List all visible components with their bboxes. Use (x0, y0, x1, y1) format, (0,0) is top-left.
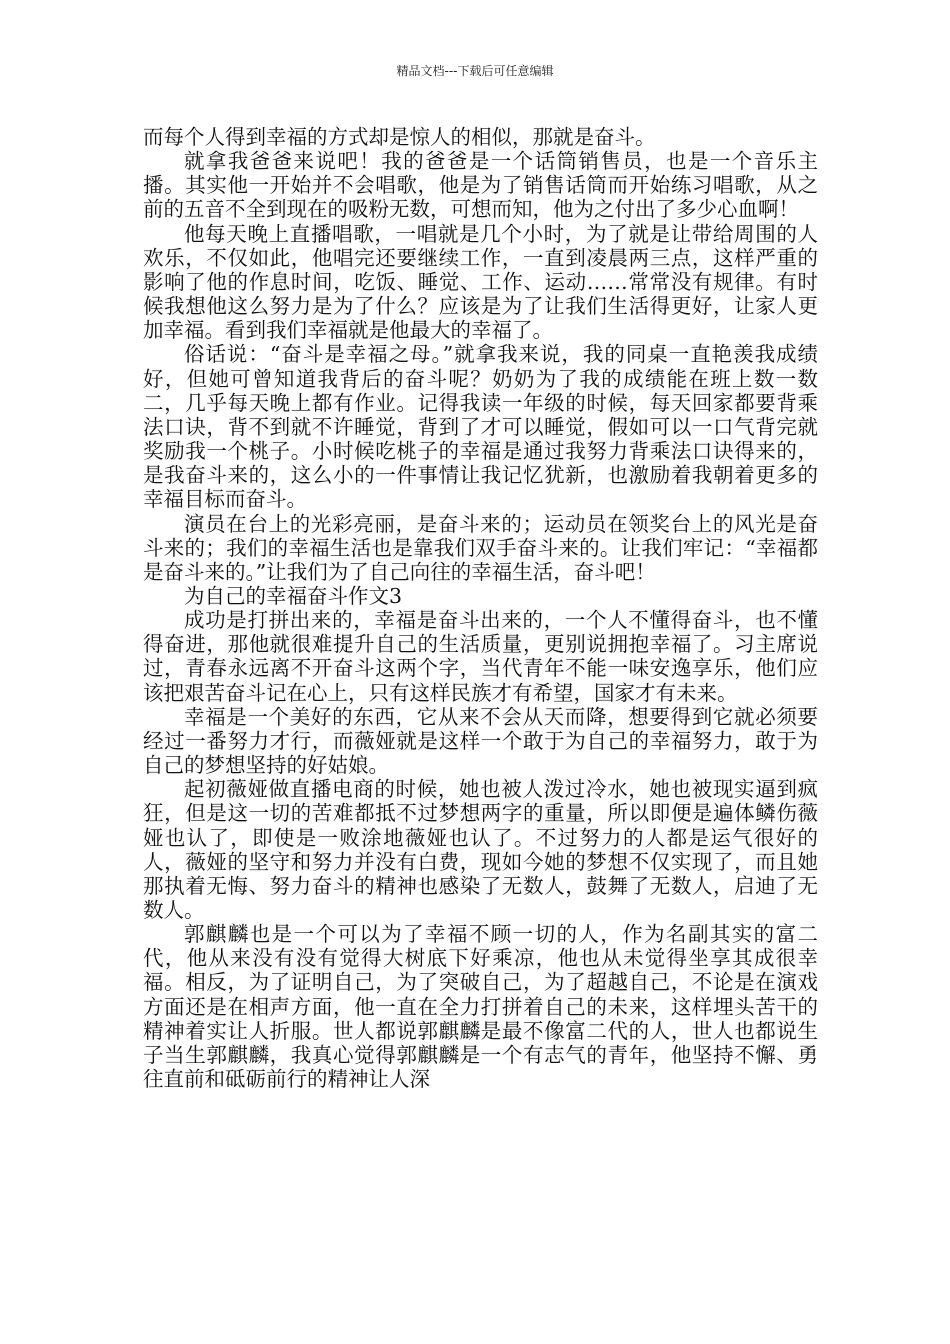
paragraph-summary: 演员在台上的光彩亮丽，是奋斗来的；运动员在领奖台上的风光是奋斗来的；我们的幸福生活也是靠我们双手奋斗来的。让我们牢记：“幸福都是奋斗来的。”让我们为了自己向往的幸福生活，奋斗吧！ (143, 511, 818, 584)
paragraph-father-work: 他每天晚上直播唱歌，一唱就是几个小时，为了就是让带给周围的人欢乐，不仅如此，他唱完还要继续工作，一直到凌晨两三点，这样严重的影响了他的作息时间，吃饭、睡觉、工作、运动……常常没有规律。有时候我想他这么努力是为了什么？应该是为了让我们生活得更好，让家人更加幸福。看到我们幸福就是他最大的幸福了。 (143, 221, 818, 343)
document-body (143, 125, 818, 1091)
paragraph-father-story: 就拿我爸爸来说吧！我的爸爸是一个话筒销售员，也是一个音乐主播。其实他一开始并不会唱歌，他是为了销售话筒而开始练习唱歌，从之前的五音不全到现在的吸粉无数，可想而知，他为之付出了多少心血啊！ (143, 149, 818, 222)
paragraph-happiness: 幸福是一个美好的东西，它从来不会从天而降，想要得到它就必须要经过一番努力才行，而薇娅就是这样一个敢于为自己的幸福努力，敢于为自己的梦想坚持的好姑娘。 (143, 704, 818, 778)
paragraph-success: 成功是打拼出来的，幸福是奋斗出来的，一个人不懂得奋斗，也不懂得奋进，那他就很难提升自己的生活质量，更别说拥抱幸福了。习主席说过，青春永远离不开奋斗这两个字，当代青年不能一味安逸享乐，他们应该把艰苦奋斗记在心上，只有这样民族才有希望，国家才有未来。 (143, 608, 818, 705)
paragraph-guo-qilin: 郭麒麟也是一个可以为了幸福不顾一切的人，作为名副其实的富二代，他从来没有没有觉得大树底下好乘凉，他也从未觉得坐享其成很幸福。相反，为了证明自己，为了突破自己，为了超越自己，不论是在演戏方面还是在相声方面，他一直在全力打拼着自己的未来，这样埋头苦干的精神着实让人折服。世人都说郭麒麟是最不像富二代的人，世人也都说生子当生郭麒麟，我真心觉得郭麒麟是一个有志气的青年，他坚持不懈、勇往直前和砥砺前行的精神让人深 (143, 922, 818, 1092)
essay-section-title: 为自己的幸福奋斗作文3 (184, 583, 403, 608)
paragraph-proverb: 俗话说：“奋斗是幸福之母。”就拿我来说，我的同桌一直艳羡我成绩好，但她可曾知道我背后的奋斗呢？奶奶为了我的成绩能在班上数一数二，几乎每天晚上都有作业。记得我读一年级的时候，每天回家都要背乘法口诀，背不到就不许睡觉，背到了才可以睡觉，假如可以一口气背完就奖励我一个桃子。小时候吃桃子的幸福是通过我努力背乘法口诀得来的，是我奋斗来的，这么小的一件事情让我记忆犹新，也激励着我朝着更多的幸福目标而奋斗。 (143, 342, 818, 512)
paragraph-continuation: 而每个人得到幸福的方式却是惊人的相似，那就是奋斗。 (143, 125, 656, 149)
paragraph-viya: 起初薇娅做直播电商的时候，她也被人泼过冷水，她也被现实逼到疯狂，但是这一切的苦难都抵不过梦想两字的重量，所以即便是遍体鳞伤薇娅也认了，即使是一败涂地薇娅也认了。不过努力的人都是运气很好的人，薇娅的坚守和努力并没有白费，现如今她的梦想不仅实现了，而且她那执着无悔、努力奋斗的精神也感染了无数人，鼓舞了无数人，启迪了无数人。 (143, 777, 818, 922)
page-header: 精品文档---下载后可任意编辑 (396, 64, 554, 78)
